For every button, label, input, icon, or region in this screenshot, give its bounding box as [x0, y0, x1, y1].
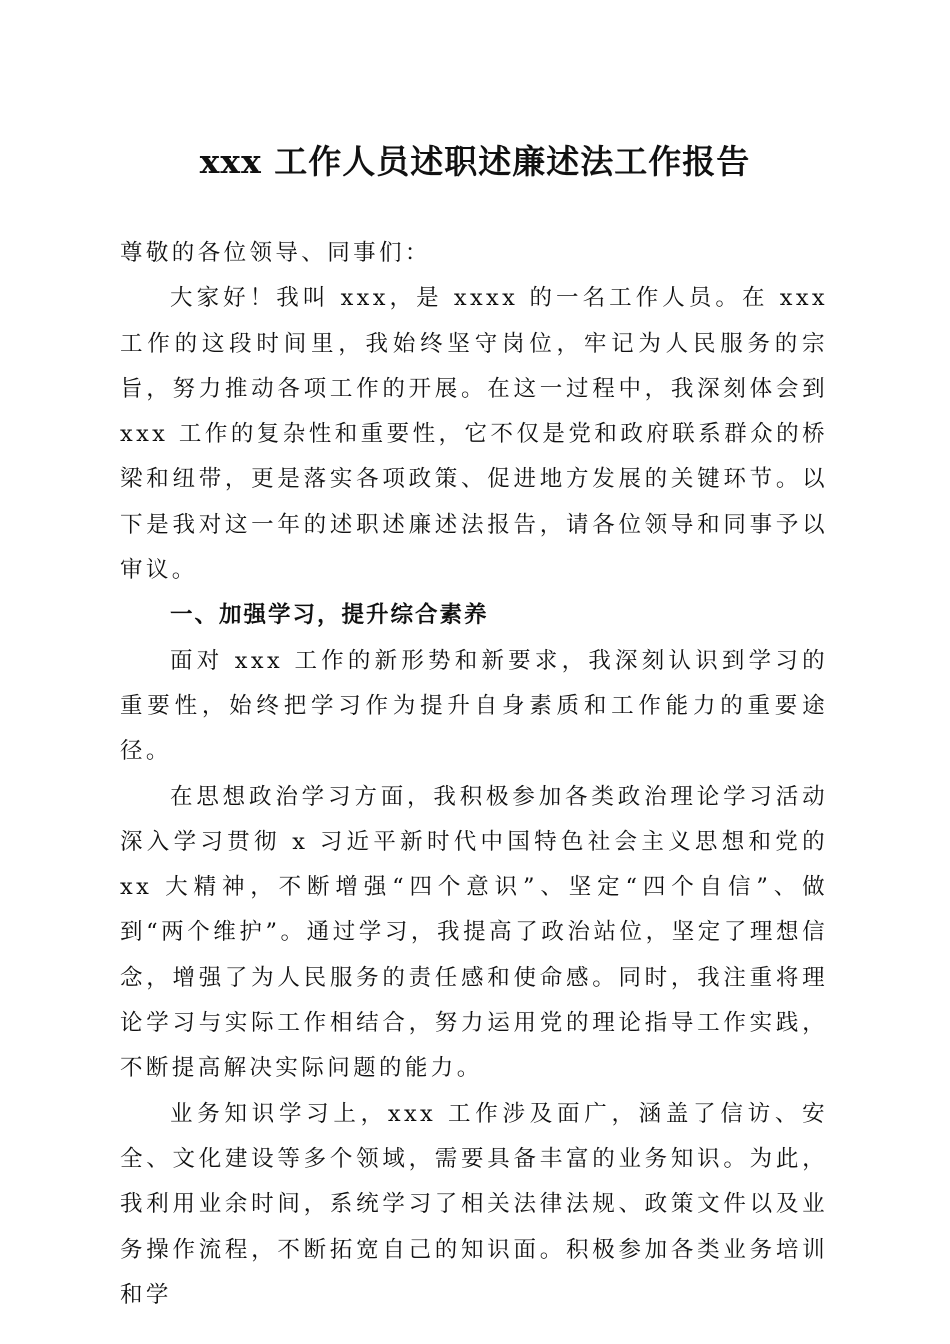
document-body: [120, 231, 828, 1318]
section-heading: 一、加强学习，提升综合素养: [170, 602, 489, 629]
body-paragraph: 在思想政治学习方面，我积极参加各类政治理论学习活动深入学习贯彻 x 习近平新时代中国特色社会主义思想和党的 xx 大精神，不断增强“四个意识”、坚定“四个自信”、做到“两个维护”。通过学习，我提高了政治站位，坚定了理想信念，增强了为人民服务的责任感和使命感。同时，我注重将理论学习与实际工作相结合，努力运用党的理论指导工作实践，不断提高解决实际问题的能力。: [120, 783, 828, 1082]
body-paragraph: 业务知识学习上，xxx 工作涉及面广，涵盖了信访、安全、文化建设等多个领域，需要具备丰富的业务知识。为此，我利用业余时间，系统学习了相关法律法规、政策文件以及业务操作流程，不断拓宽自己的知识面。积极参加各类业务培训和学: [120, 1100, 828, 1308]
salutation: 尊敬的各位领导、同事们：: [120, 240, 431, 266]
intro-paragraph: 大家好！我叫 xxx，是 xxxx 的一名工作人员。在 xxx 工作的这段时间里，我始终坚守岗位，牢记为人民服务的宗旨，努力推动各项工作的开展。在这一过程中，我深刻体会到 xxx 工作的复杂性和重要性，它不仅是党和政府联系群众的桥梁和纽带，更是落实各项政策、促进地方发展的关键环节。以下是我对这一年的述职述廉述法报告，请各位领导和同事予以审议。: [120, 285, 828, 584]
page-title: xxx 工作人员述职述廉述法工作报告: [199, 142, 751, 181]
body-paragraph: 面对 xxx 工作的新形势和新要求，我深刻认识到学习的重要性，始终把学习作为提升自身素质和工作能力的重要途径。: [120, 647, 828, 765]
